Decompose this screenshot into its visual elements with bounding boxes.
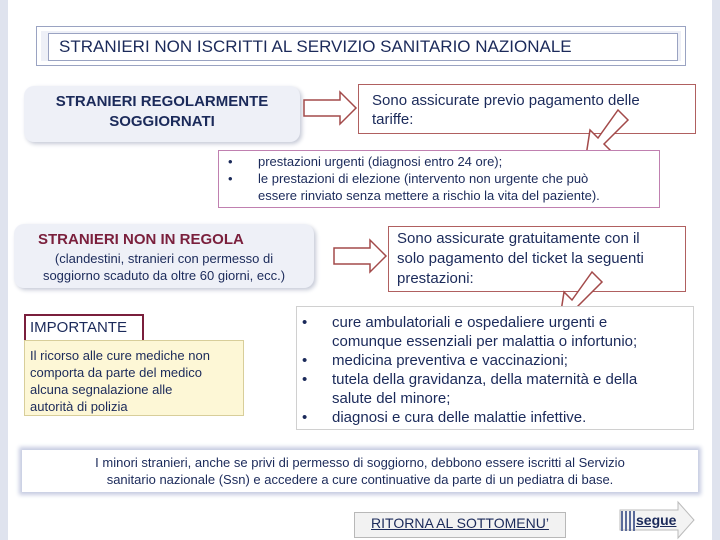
next-button[interactable]: segue [636,512,677,528]
important-line4: autorità di polizia [30,399,128,414]
list-item: cure ambulatoriali e ospedaliere urgenti e [332,314,608,331]
important-label: IMPORTANTE [30,319,127,336]
regular-heading-line2: SOGGIORNATI [109,113,215,130]
important-line1: Il ricorso alle cure mediche non [30,348,210,363]
right-arrow-icon [334,238,388,274]
irregular-foreigners-heading: STRANIERI NON IN REGOLA [38,231,244,248]
payment-text [372,91,692,129]
next-button-stripes [621,511,635,531]
important-line2: comporta da parte del medico [30,365,202,380]
list-item: medicina preventiva e vaccinazioni; [332,352,568,369]
payment-line1: Sono assicurate previo pagamento delle [372,92,640,109]
irregular-sub-line1: (clandestini, stranieri con permesso di [54,251,274,266]
irregular-sub-line2: soggiorno scaduto da oltre 60 giorni, ecc.) [42,268,286,283]
important-note-text [30,347,242,415]
list-item: tutela della gravidanza, della maternità e della [332,371,638,388]
free-services-text [397,229,685,289]
free-line2: solo pagamento del ticket la seguenti [397,250,644,267]
right-arrow-icon [304,90,358,126]
free-line1: Sono assicurate gratuitamente con il [397,230,640,247]
left-border-strip [0,0,8,540]
paid-services-list: • prestazioni urgenti (diagnosi entro 24 ore); • le prestazioni di elezione (intervento non urgente che può essere rinviato senza mettere a rischio la vita del paziente). [228,154,600,203]
minors-line2: sanitario nazionale (Ssn) e accedere a cure continuative da parte di un pediatra di base. [106,472,614,487]
irregular-foreigners-subtitle [18,250,310,284]
regular-heading-line1: STRANIERI REGOLARMENTE [55,93,269,110]
page-title: STRANIERI NON ISCRITTI AL SERVIZIO SANITARIO NAZIONALE [48,33,678,61]
free-services-list: • cure ambulatoriali e ospedaliere urgenti e comunque essenziali per malattia o infortunio; • medicina preventiva e vaccinazioni; • tutela della gravidanza, della maternità e della salute del minore; • diagnosi e cura delle malattie infettive. [302,314,638,426]
right-border-strip [712,0,720,540]
return-to-submenu-label[interactable]: RITORNA AL SOTTOMENU’ [371,515,549,531]
list-item-continuation: comunque essenziali per malattia o infortunio; [332,333,638,350]
important-line3: alcuna segnalazione alle [30,382,173,397]
list-item-continuation: essere rinviato senza mettere a rischio la vita del paziente). [258,188,600,203]
payment-line2: tariffe: [372,111,414,128]
minors-note-text [22,454,698,488]
list-item: le prestazioni di elezione (intervento non urgente che può [258,171,589,186]
free-line3: prestazioni: [397,270,474,287]
list-item: diagnosi e cura delle malattie infettive. [332,409,587,426]
list-item: prestazioni urgenti (diagnosi entro 24 ore); [258,154,503,169]
regular-foreigners-heading [24,92,300,132]
list-item-continuation: salute del minore; [332,390,451,407]
minors-line1: I minori stranieri, anche se privi di permesso di soggiorno, debbono essere iscritti al Servizio [95,455,625,470]
